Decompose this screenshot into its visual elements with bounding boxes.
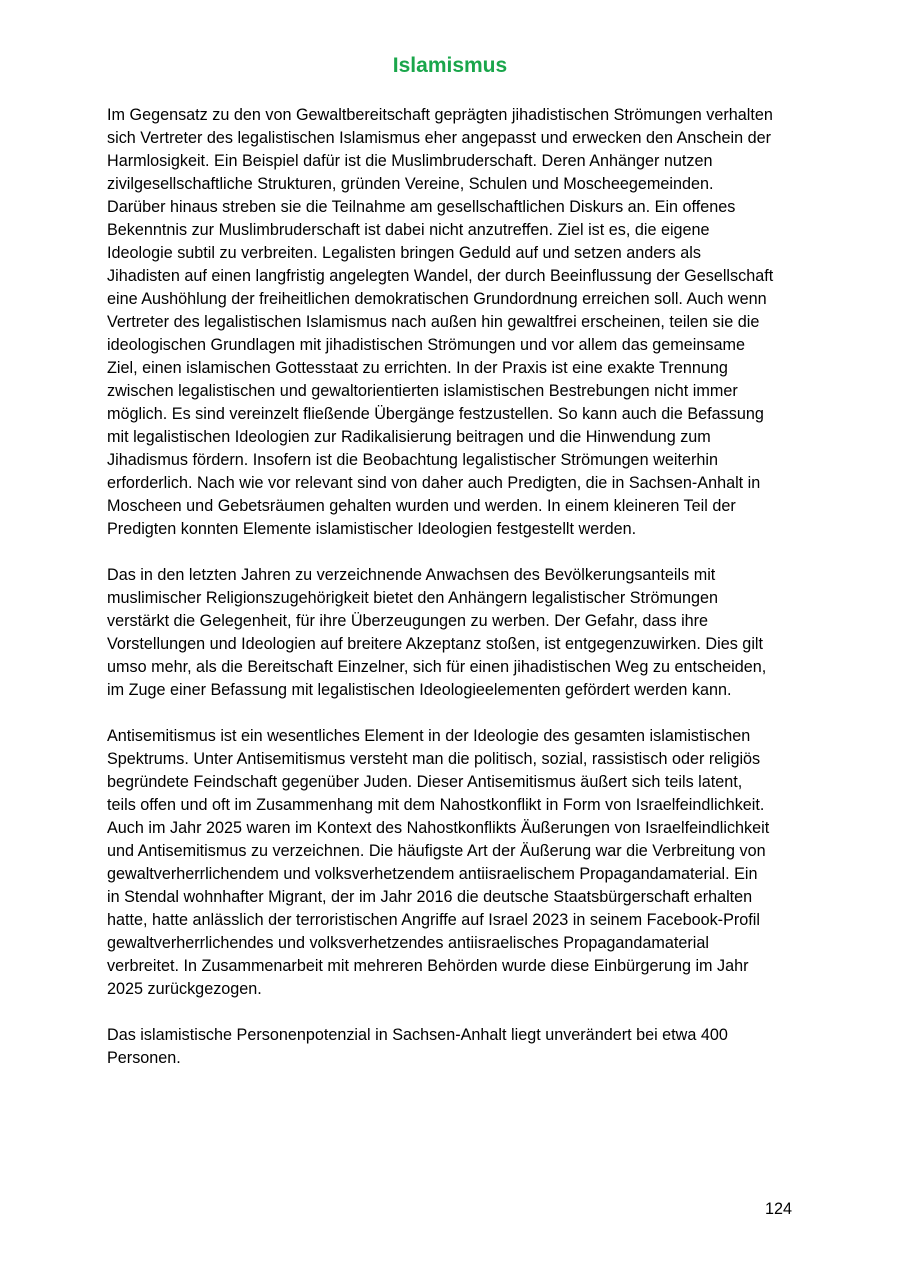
page-number: 124: [764, 1200, 792, 1218]
page-title: Islamismus: [392, 54, 508, 77]
paragraph-antisemitism: Antisemitismus ist ein wesentliches Element in der Ideologie des gesamten islamistischen Spektrums. Unter Antisemitismus versteht man die politisch, sozial, rassistisch oder religiös begründete Feindschaft gegenüber Juden. Dieser Antisemitismus äußert sich teils latent, teils offen und oft im Zusammenhang mit dem Nahostkonflikt in Form von Israelfeindlichkeit. Auch im Jahr 2025 waren im Kontext des Nahostkonflikts Äußerungen von Israelfeindlichkeit und Antisemitismus zu verzeichnen. Die häufigste Art der Äußerung war die Verbreitung von gewaltverherrlichendem und volksverhetzendem antiisraelischem Propagandamaterial. Ein in Stendal wohnhafter Migrant, der im Jahr 2016 die deutsche Staatsbürgerschaft erhalten hatte, hatte anlässlich der terroristischen Angriffe auf Israel 2023 in seinem Facebook-Profil gewaltverherrlichendes und volksverhetzendes antiisraelisches Propagandamaterial verbreitet. In Zusammenarbeit mit mehreren Behörden wurde diese Einbürgerung im Jahr 2025 zurückgezogen.: [107, 727, 770, 998]
paragraph-population-growth: Das in den letzten Jahren zu verzeichnende Anwachsen des Bevölkerungsanteils mit muslimischer Religionszugehörigkeit bietet den Anhängern legalistischer Strömungen verstärkt die Gelegenheit, für ihre Überzeugungen zu werben. Der Gefahr, dass ihre Vorstellungen und Ideologien auf breitere Akzeptanz stoßen, ist entgegenzuwirken. Dies gilt umso mehr, als die Bereitschaft Einzelner, sich für einen jihadistischen Weg zu entscheiden, im Zuge einer Befassung mit legalistischen Ideologieelementen gefördert werden kann.: [107, 566, 767, 699]
paragraph-person-potential: Das islamistische Personenpotenzial in Sachsen-Anhalt liegt unverändert bei etwa 400 Personen.: [107, 1026, 728, 1067]
paragraph-legalistic-islamism: Im Gegensatz zu den von Gewaltbereitschaft geprägten jihadistischen Strömungen verhalten sich Vertreter des legalistischen Islamismus eher angepasst und erwecken den Anschein der Harmlosigkeit. Ein Beispiel dafür ist die Muslimbruderschaft. Deren Anhänger nutzen zivilgesellschaftliche Strukturen, gründen Vereine, Schulen und Moscheegemeinden. Darüber hinaus streben sie die Teilnahme am gesellschaftlichen Diskurs an. Ein offenes Bekenntnis zur Muslimbruderschaft ist dabei nicht anzutreffen. Ziel ist es, die eigene Ideologie subtil zu verbreiten. Legalisten bringen Geduld auf und setzen anders als Jihadisten auf einen langfristig angelegten Wandel, der durch Beeinflussung der Gesellschaft eine Aushöhlung der freiheitlichen demokratischen Grundordnung erreichen soll. Auch wenn Vertreter des legalistischen Islamismus nach außen hin gewaltfrei erscheinen, teilen sie die ideologischen Grundlagen mit jihadistischen Strömungen und vor allem das gemeinsame Ziel, einen islamischen Gottesstaat zu errichten. In der Praxis ist eine exakte Trennung zwischen legalistischen und gewaltorientierten islamistischen Bestrebungen nicht immer möglich. Es sind vereinzelt fließende Übergänge festzustellen. So kann auch die Befassung mit legalistischen Ideologien zur Radikalisierung beitragen und die Hinwendung zum Jihadismus fördern. Insofern ist die Beobachtung legalistischer Strömungen weiterhin erforderlich. Nach wie vor relevant sind von daher auch Predigten, die in Sachsen-Anhalt in Moscheen und Gebetsräumen gehalten wurden und werden. In einem kleineren Teil der Predigten konnten Elemente islamistischer Ideologien festgestellt werden.: [107, 106, 774, 538]
body-text: [107, 104, 797, 1093]
